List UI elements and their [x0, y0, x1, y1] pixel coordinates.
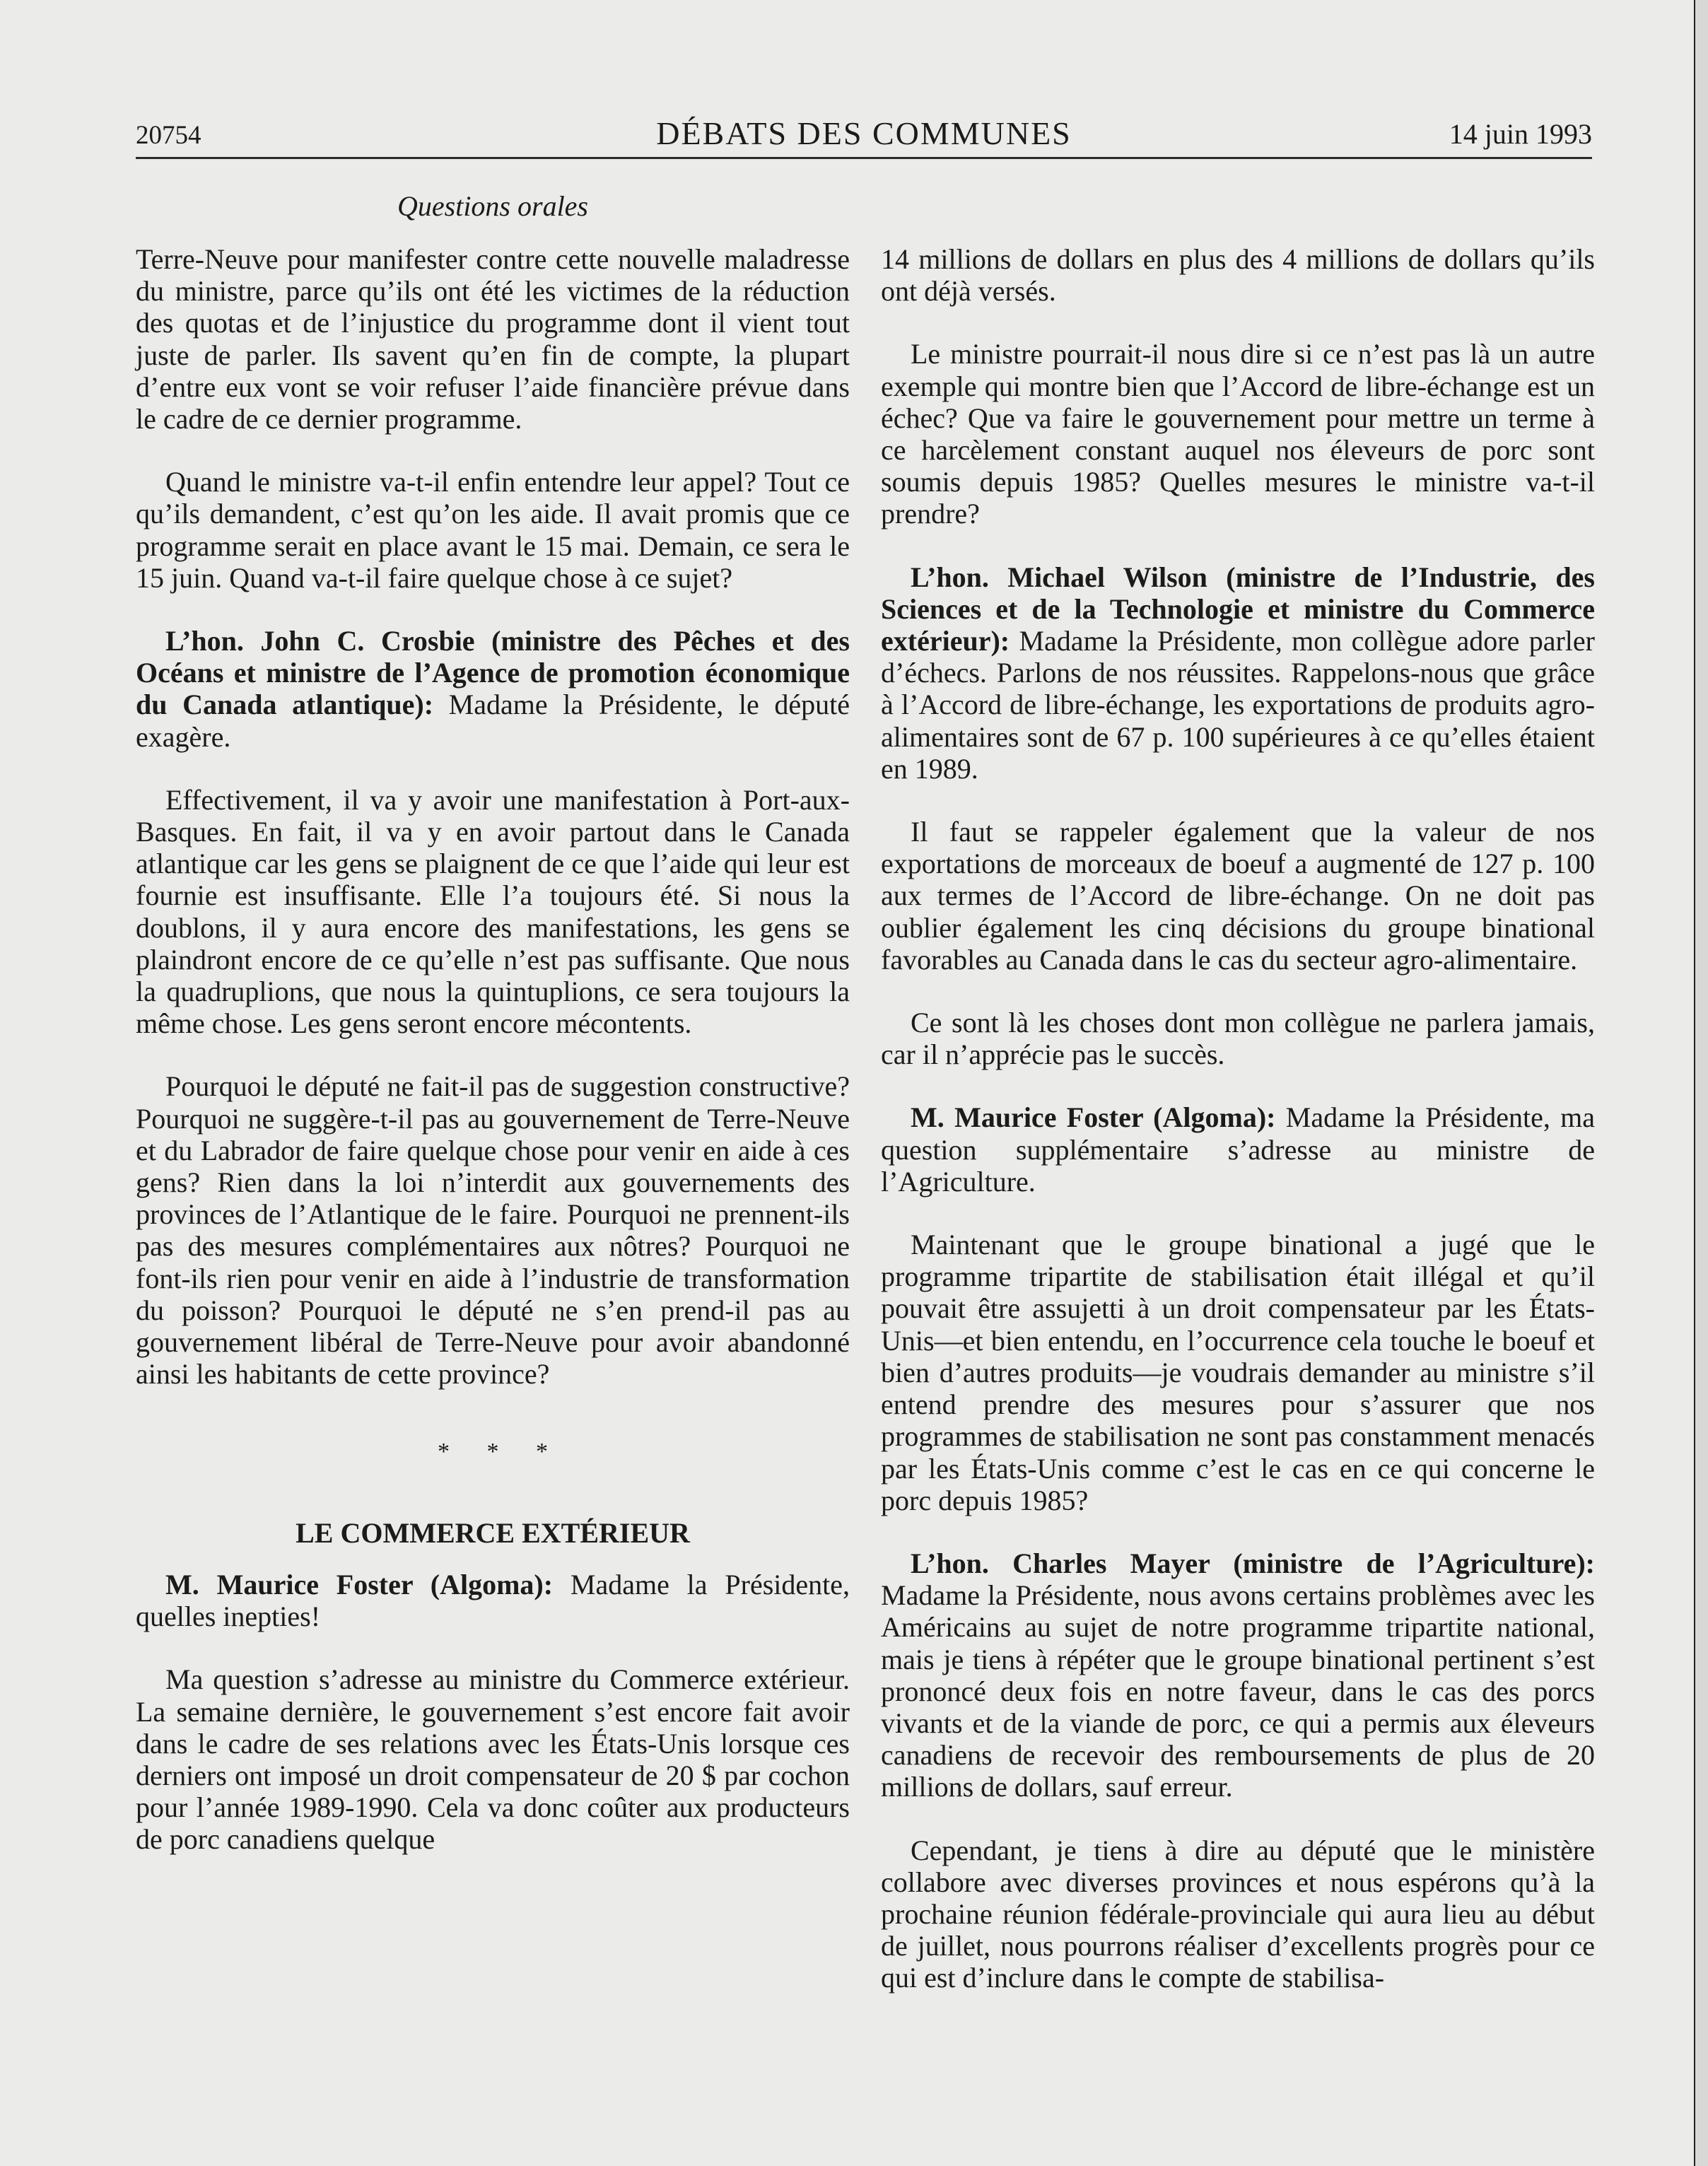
paragraph: Pourquoi le député ne fait-il pas de suggestion constructive? Pourquoi ne suggère-t-il pas au gouvernement de Terre-Neuve et du Labrador de faire quelque chose pour venir en aide à ces gens? Rien dans la loi n’interdit aux gouvernements des provinces de l’Atlantique de le faire. Pourquoi ne prennent-ils pas des mesures complémentaires aux nôtres? Pourquoi ne font-ils rien pour venir en aide à l’industrie de transformation du poisson? Pourquoi le député ne s’en prend-il pas au gouvernement libéral de Terre-Neuve pour avoir abandonné ainsi les habitants de cette province?: [136, 1070, 850, 1391]
paragraph: Terre-Neuve pour manifester contre cette nouvelle maladresse du ministre, parce qu’ils ont été les victimes de la réduction des quotas et de l’injustice du programme dont il vient tout juste de parler. Ils savent qu’en fin de compte, la plupart d’entre eux vont se voir refuser l’aide financière prévue dans le cadre de ce dernier programme.: [136, 243, 850, 435]
page-date: 14 juin 1993: [1449, 118, 1592, 150]
speech-text: Madame la Présidente, mon collègue adore parler d’échecs. Parlons de nos réussites. Rappelons-nous que grâce à l’Accord de libre-échange, les exportations de produits agro-alimentaires sont de 67 p. 100 supérieures à ce qu’elles étaient en 1989.: [881, 625, 1595, 785]
paragraph: Ma question s’adresse au ministre du Commerce extérieur. La semaine dernière, le gouvernement s’est encore fait avoir dans le cadre de ses relations avec les États-Unis lorsque ces derniers ont imposé un droit compensateur de 20 $ par cochon pour l’année 1989-1990. Cela va donc coûter aux producteurs de porc canadiens quelque: [136, 1663, 850, 1856]
speaker-name: L’hon. John C. Crosbie (ministre des Pêches et des Océans et ministre de l’Agence de promotion économique du Canada atlantique):: [136, 625, 850, 721]
speaker-name: L’hon. Charles Mayer (ministre de l’Agriculture):: [911, 1547, 1595, 1579]
speaker-name: M. Maurice Foster (Algoma):: [165, 1568, 554, 1600]
speaker-paragraph: [136, 625, 850, 753]
paragraph: Ce sont là les choses dont mon collègue ne parlera jamais, car il n’apprécie pas le succès.: [881, 1007, 1595, 1071]
page-header: [136, 115, 1592, 157]
speaker-paragraph: [881, 561, 1595, 785]
running-section-title: Questions orales: [397, 190, 588, 222]
speaker-paragraph: [136, 1569, 850, 1632]
paragraph: Cependant, je tiens à dire au député que le ministère collabore avec diverses provinces et nous espérons qu’à la prochaine réunion fédérale-provinciale qui aura lieu au début de juillet, nous pourrons réaliser d’excellents progrès pour ce qui est d’inclure dans le compte de stabilisa-: [881, 1834, 1595, 1994]
paragraph: 14 millions de dollars en plus des 4 millions de dollars qu’ils ont déjà versés.: [881, 243, 1595, 308]
speaker-name: L’hon. Michael Wilson (ministre de l’Industrie, des Sciences et de la Technologie et ministre du Commerce extérieur):: [881, 561, 1595, 657]
paragraph: Maintenant que le groupe binational a jugé que le programme tripartite de stabilisation était illégal et qu’il pouvait être assujetti à un droit compensateur par les États-Unis—et bien entendu, en l’occurrence cela touche le boeuf et bien d’autres produits—je voudrais demander au ministre s’il entend prendre des mesures pour s’assurer que nos programmes de stabilisation ne sont pas constamment menacés par les États-Unis comme c’est le cas en ce qui concerne le porc depuis 1985?: [881, 1229, 1595, 1516]
paragraph: Le ministre pourrait-il nous dire si ce n’est pas là un autre exemple qui montre bien que l’Accord de libre-échange est un échec? Que va faire le gouvernement pour mettre un terme à ce harcèlement constant auquel nos éleveurs de porc sont soumis depuis 1985? Quelles mesures le ministre va-t-il prendre?: [881, 338, 1595, 530]
paragraph: Quand le ministre va-t-il enfin entendre leur appel? Tout ce qu’ils demandent, c’est qu’on les aide. Il avait promis que ce programme serait en place avant le 15 mai. Demain, ce sera le 15 juin. Quand va-t-il faire quelque chose à ce sujet?: [136, 466, 850, 594]
speaker-name: M. Maurice Foster (Algoma):: [911, 1101, 1276, 1134]
right-column: [881, 243, 1595, 2025]
speaker-paragraph: [881, 1101, 1595, 1198]
paragraph: Il faut se rappeler également que la valeur de nos exportations de morceaux de boeuf a augmenté de 127 p. 100 aux termes de l’Accord de libre-échange. On ne doit pas oublier également les cinq décisions du groupe binational favorables au Canada dans le cas du secteur agro-alimentaire.: [881, 816, 1595, 976]
paragraph: Effectivement, il va y avoir une manifestation à Port-aux-Basques. En fait, il va y en avoir partout dans le Canada atlantique car les gens se plaignent de ce que l’aide qui leur est fournie est insuffisante. Elle l’a toujours été. Si nous la doublons, il y aura encore des manifestations, les gens se plaindront encore de ce qu’elle n’est pas suffisante. Que nous la quadruplions, que nous la quintuplions, ce sera toujours la même chose. Les gens seront encore mécontents.: [136, 783, 850, 1040]
rubric-heading: LE COMMERCE EXTÉRIEUR: [296, 1516, 690, 1549]
speaker-paragraph: [881, 1547, 1595, 1803]
speech-text: Madame la Présidente, le député exagère.: [136, 689, 850, 753]
speech-text: Madame la Présidente, quelles inepties!: [136, 1568, 850, 1633]
section-separator: * * *: [438, 1438, 563, 1465]
header-rule: [136, 157, 1592, 159]
speech-text: Madame la Présidente, ma question supplémentaire s’adresse au ministre de l’Agriculture.: [881, 1101, 1595, 1198]
left-column: [136, 243, 850, 1887]
page-number: 20754: [136, 121, 201, 150]
page-edge: [1695, 0, 1708, 2166]
journal-title: DÉBATS DES COMMUNES: [656, 115, 1072, 151]
speech-text: Madame la Présidente, nous avons certains problèmes avec les Américains au sujet de notre programme tripartite national, mais je tiens à répéter que le groupe binational pertinent s’est prononcé deux fois en notre faveur, dans le cas des porcs vivants et de la viande de porc, ce qui a permis aux éleveurs canadiens de recevoir des remboursements de plus de 20 millions de dollars, sauf erreur.: [881, 1579, 1595, 1803]
